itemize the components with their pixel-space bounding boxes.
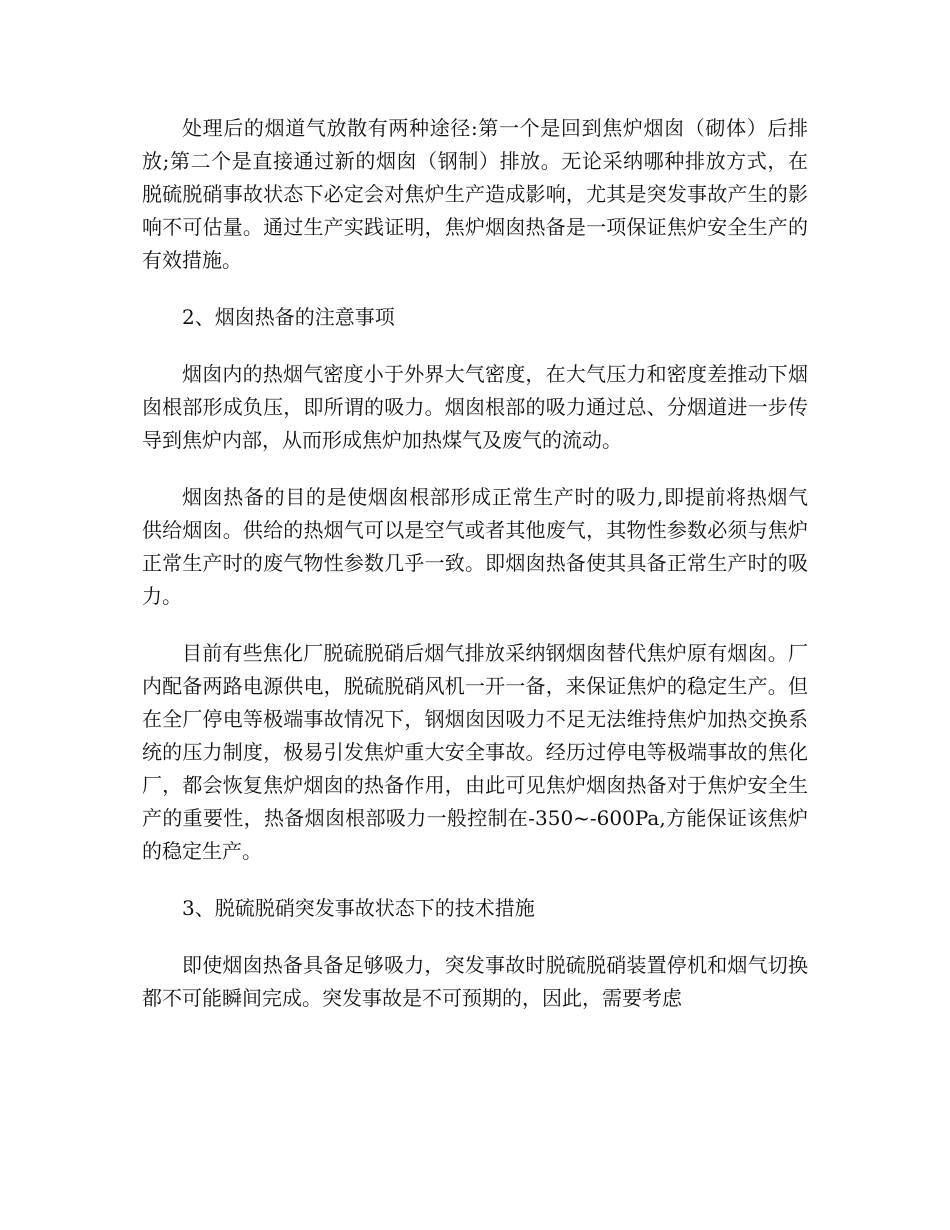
- paragraph-flue-gas-discharge: 处理后的烟道气放散有两种途径:第一个是回到焦炉烟囱（砌体）后排放;第二个是直接通过新的烟囱（钢制）排放。无论采纳哪种排放方式，在脱硫脱硝事故状态下必定会对焦炉生产造成影响，尤其是突发事故产生的影响不可估量。通过生产实践证明，焦炉烟囱热备是一项保证焦炉安全生产的有效措施。: [142, 116, 808, 272]
- section-heading-technical-measures: 3、脱硫脱硝突发事故状态下的技术措施: [182, 896, 535, 920]
- paragraph-emergency-measures: 即使烟囱热备具备足够吸力，突发事故时脱硫脱硝装置停机和烟气切换都不可能瞬间完成。突发事故是不可预期的，因此，需要考虑: [142, 953, 808, 1010]
- document-page: [142, 112, 808, 1039]
- paragraph-hot-standby-purpose: 烟囱热备的目的是使烟囱根部形成正常生产时的吸力,即提前将热烟气供给烟囱。供给的热烟气可以是空气或者其他废气，其物性参数必须与焦炉正常生产时的废气物性参数几乎一致。即烟囱热备使其具备正常生产时的吸力。: [142, 485, 808, 608]
- section-heading-chimney-hot-standby: 2、烟囱热备的注意事项: [182, 305, 395, 329]
- paragraph-steel-chimney: 目前有些焦化厂脱硫脱硝后烟气排放采纳钢烟囱替代焦炉原有烟囱。厂内配备两路电源供电，脱硫脱硝风机一开一备，来保证焦炉的稳定生产。但在全厂停电等极端事故情况下，钢烟囱因吸力不足无法维持焦炉加热交换系统的压力制度，极易引发焦炉重大安全事故。经历过停电等极端事故的焦化厂，都会恢复焦炉烟囱的热备作用，由此可见焦炉烟囱热备对于焦炉安全生产的重要性，热备烟囱根部吸力一般控制在-350~-600Pa,方能保证该焦炉的稳定生产。: [142, 641, 808, 863]
- paragraph-chimney-draft: 烟囱内的热烟气密度小于外界大气密度，在大气压力和密度差推动下烟囱根部形成负压，即所谓的吸力。烟囱根部的吸力通过总、分烟道进一步传导到焦炉内部，从而形成焦炉加热煤气及废气的流动。: [142, 362, 808, 452]
